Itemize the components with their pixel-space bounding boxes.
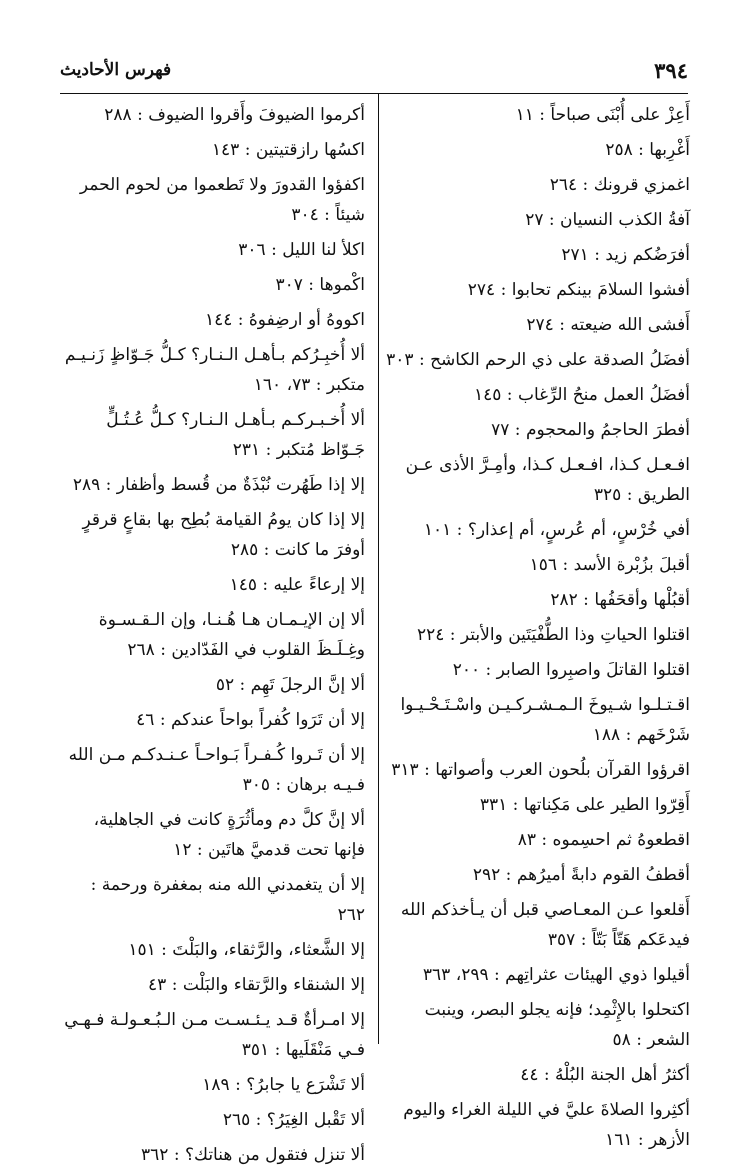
hadith-entry: إلا إذا كان يومُ القيامة بُطِح بها بقاعٍ قرقرٍ أوفرَ ما كانت : ٢٨٥ xyxy=(82,510,365,560)
hadith-entry: إلا امـرأةٌ قـد يـئـسـت مـن الـبُـعـولـة فـهـي فـي مَنْقَلَيها : ٣٥١ xyxy=(64,1010,365,1060)
hadith-entry: اكفؤوا القدورَ ولا تَطعموا من لحوم الحمر شيئاً : ٣٠٤ xyxy=(79,175,365,225)
hadith-entry: أَقِرّوا الطير على مَكِناتها : ٣٣١ xyxy=(479,795,690,815)
hadith-entry: أفرَضُكم زيد : ٢٧١ xyxy=(561,245,690,265)
left-column xyxy=(60,100,365,1175)
hadith-entry: أفضَلُ الصدقة على ذي الرحم الكاشح : ٣٠٣ xyxy=(386,350,690,370)
hadith-entry: ألا إنَّ الرجلَ تَهِم : ٥٢ xyxy=(215,675,365,695)
hadith-entry: ألا تنزل فتقول من هناتك؟ : ٣٦٢ xyxy=(141,1145,365,1165)
right-column xyxy=(385,100,690,1160)
hadith-entry: أقبُلْها وأقحَفُها : ٢٨٢ xyxy=(550,590,690,610)
hadith-entry: اكتحلوا بالإِثْمِد؛ فإنه يجلو البصر، وينبت الشعر : ٥٨ xyxy=(424,1000,690,1050)
hadith-entry: أفطرَ الحاجمُ والمحجوم : ٧٧ xyxy=(491,420,690,440)
hadith-entry: اكْموها : ٣٠٧ xyxy=(275,275,365,295)
hadith-entry: اقطعوهُ ثم احسِموه : ٨٣ xyxy=(517,830,690,850)
page-number: ٣٩٤ xyxy=(654,58,688,83)
hadith-entry: أفضَلُ العمل منحُ الرِّغاب : ١٤٥ xyxy=(474,385,690,405)
hadith-entry: أفي خُرْسٍ، أم عُرسٍ، أم إعذار؟ : ١٠١ xyxy=(423,520,690,540)
hadith-entry: آفةُ الكذب النسيان : ٢٧ xyxy=(525,210,690,230)
hadith-entry: أكثرُ أهل الجنة البُلْهُ : ٤٤ xyxy=(520,1065,690,1085)
hadith-entry: ألا إنَّ كلَّ دم ومأثُرَةٍ كانت في الجاهلية، فإنها تحت قدميَّ هاتَين : ١٢ xyxy=(93,810,365,860)
hadith-entry: أَغْرِبها : ٢٥٨ xyxy=(605,140,690,160)
hadith-entry: أفشوا السلامَ بينكم تحابوا : ٢٧٤ xyxy=(467,280,690,300)
hadith-entry: اقرؤوا القرآن بلُحون العرب وأصواتها : ٣١٣ xyxy=(391,760,690,780)
hadith-entry: أَقلعوا عـن المعـاصي قبل أن يـأخذكم الله فيدعَكم هَتّاً بَتّاً : ٣٥٧ xyxy=(400,900,690,950)
hadith-entry: افـعـل كـذا، افـعـل كـذا، وأمِـرَّ الأذى عـن الطريق : ٣٢٥ xyxy=(405,455,690,505)
hadith-entry: اقتلوا الحياتِ وذا الطُّفْيَتَين والأبتر : ٢٢٤ xyxy=(416,625,690,645)
hadith-entry: إلا إرعاءً عليه : ١٤٥ xyxy=(229,575,365,595)
running-title: فهرس الأحاديث xyxy=(60,60,172,80)
page-header xyxy=(60,58,688,92)
hadith-entry: أَعِزْ على أُبْنَى صباحاً : ١١ xyxy=(515,105,690,125)
hadith-entry: اكووهُ أو ارضِفوهُ : ١٤٤ xyxy=(204,310,365,330)
hadith-entry: اكسُها رازقتيتين : ١٤٣ xyxy=(211,140,365,160)
hadith-entry: أقطفُ القوم دابةً أميرُهم : ٢٩٢ xyxy=(472,865,690,885)
hadith-entry: اقـتـلـوا شـيوخَ الـمـشـركـيـن واسْـتَـحْـيـوا شَرْخَهم : ١٨٨ xyxy=(400,695,690,745)
hadith-entry: أقبلَ بزُبْرة الأسد : ١٥٦ xyxy=(529,555,690,575)
hadith-entry: ألا أُخبِـرُكم بـأهـل الـنـار؟ كـلُّ جَـوّاظٍ زَنـيـم متكبر : ٧٣، ١٦٠ xyxy=(64,345,365,395)
hadith-entry: ألا تَقْبل الغِيَرُ؟ : ٢٦٥ xyxy=(222,1110,365,1130)
hadith-entry: أقيلوا ذوي الهيئات عثراتِهم : ٢٩٩، ٣٦٣ xyxy=(422,965,690,985)
hadith-entry: ألا أُخـبـركـم بـأهـل الـنـار؟ كـلُّ عُـتُـلٍّ جَـوّاظ مُتكبر : ٢٣١ xyxy=(106,410,365,460)
hadith-entry: إلا أن يتغمدني الله منه بمغفرة ورحمة : ٢٦٢ xyxy=(90,875,365,925)
hadith-entry: ألا تَشْرَع يا جابرُ؟ : ١٨٩ xyxy=(202,1075,365,1095)
column-divider xyxy=(378,94,379,1044)
hadith-entry: إلا أن تَرَوا كُفراً بواحاً عندكم : ٤٦ xyxy=(136,710,365,730)
hadith-entry: إلا الشَّعثاء، والرَّثقاء، والبَلْتَ : ١٥١ xyxy=(128,940,365,960)
hadith-entry: أكثِروا الصلاةَ عليَّ في الليلة الغراء واليوم الأزهر : ١٦١ xyxy=(403,1100,690,1150)
hadith-entry: ألا إن الإيـمـان هـا هُـنـا، وإن الـقـسـوة وغِـلَـظَ القلوب في الفَدّادين : ٢٦٨ xyxy=(98,610,365,660)
hadith-entry: إلا الشنقاء والرَّتقاء والبَلْت : ٤٣ xyxy=(148,975,365,995)
hadith-entry: أكرموا الضيوفَ وأَقروا الضيوف : ٢٨٨ xyxy=(104,105,365,125)
hadith-entry: اغمزي قرونك : ٢٦٤ xyxy=(549,175,690,195)
hadith-entry: إلا أن تَـروا كُـفـراً بَـواحـاً عـنـدكـم مـن الله فـيـه برهان : ٣٠٥ xyxy=(68,745,365,795)
hadith-entry: اقتلوا القاتلَ واصبِروا الصابر : ٢٠٠ xyxy=(452,660,690,680)
header-rule xyxy=(60,93,688,94)
hadith-entry: اكلأ لنا الليل : ٣٠٦ xyxy=(238,240,365,260)
hadith-entry: إلا إذا طَهُرت نُبْذَةٌ من قُسط وأظفار : ٢٨٩ xyxy=(72,475,365,495)
hadith-entry: أَفشى الله ضيعته : ٢٧٤ xyxy=(526,315,690,335)
